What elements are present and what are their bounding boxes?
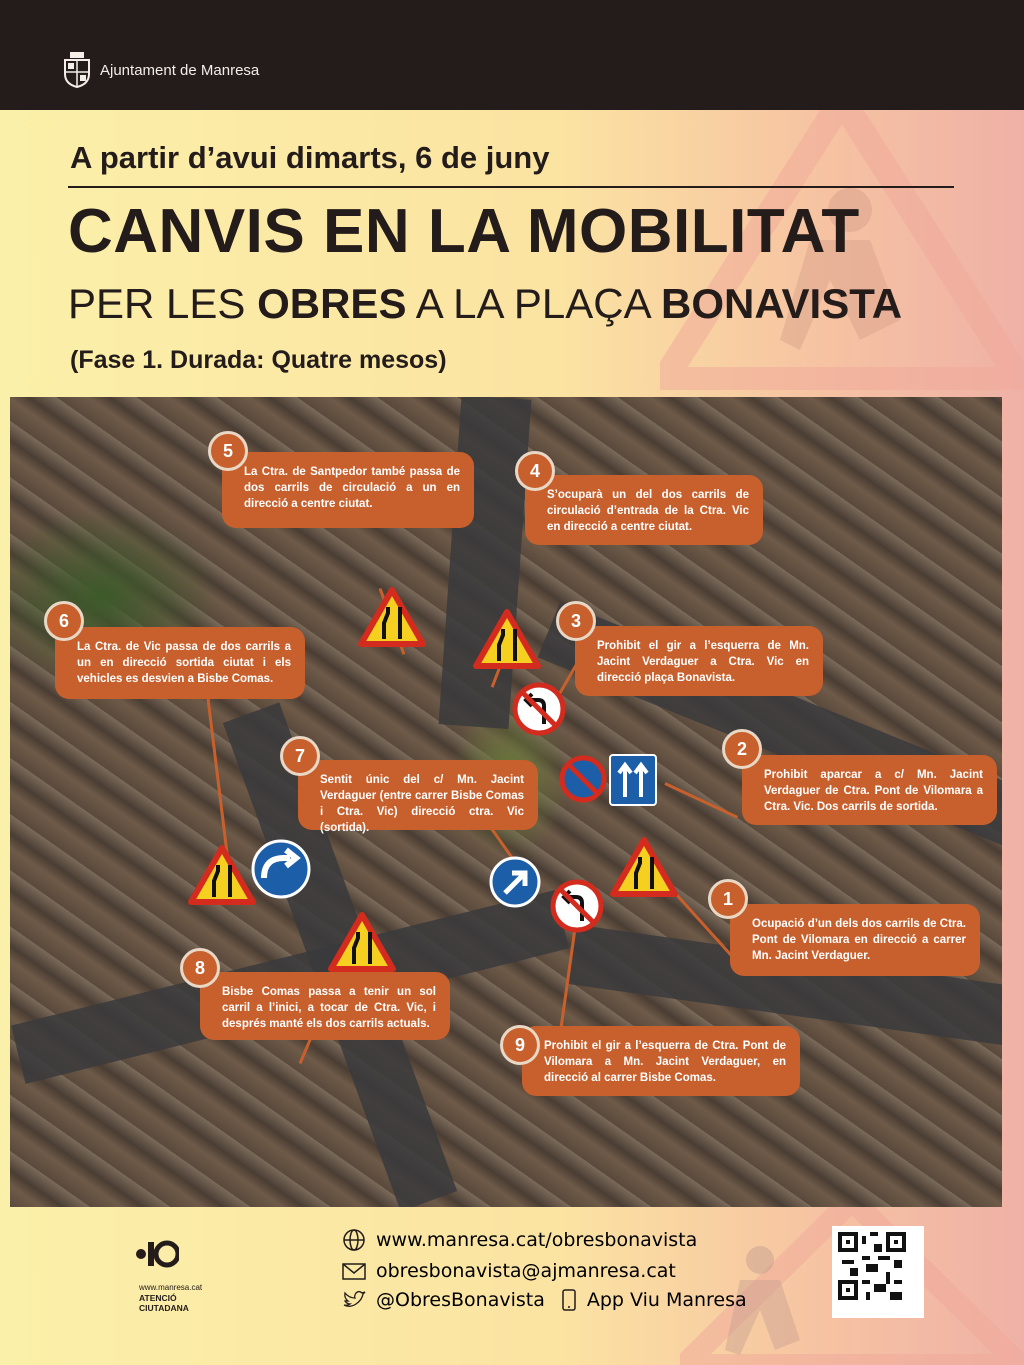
subtitle-bold: OBRES — [257, 280, 407, 327]
callout-1: Ocupació d’un dels dos carrils de Ctra. Pont de Vilomara en direcció a carrer Mn. Jacint Verdaguer. — [730, 904, 980, 976]
callout-2: Prohibit aparcar a c/ Mn. Jacint Verdaguer de Ctra. Pont de Vilomara a Ctra. Vic. Dos carrils de sortida. — [742, 755, 997, 825]
page-subtitle — [68, 280, 902, 328]
web-link[interactable]: www.manresa.cat/obresbonavista — [376, 1229, 698, 1251]
callout-number: 7 — [280, 736, 320, 776]
page-title: CANVIS EN LA MOBILITAT — [68, 197, 860, 266]
010-logo-icon — [135, 1238, 179, 1270]
footer-web[interactable] — [342, 1228, 697, 1252]
callout-3: Prohibit el gir a l’esquerra de Mn. Jacint Verdaguer a Ctra. Vic en direcció plaça Bonavista. — [575, 626, 823, 696]
globe-icon — [342, 1228, 366, 1252]
callout-7: Sentit únic del c/ Mn. Jacint Verdaguer (entre carrer Bisbe Comas i Ctra. Vic) direcció ctra. Vic (sortida). — [298, 760, 538, 830]
envelope-icon — [342, 1261, 366, 1281]
lane-narrowing-sign-icon — [328, 912, 396, 972]
callout-6: La Ctra. de Vic passa de dos carrils a un en direcció sortida ciutat i els vehicles es desvien a Bisbe Comas. — [55, 627, 305, 699]
callout-number: 8 — [180, 948, 220, 988]
ac-line2: CIUTADANA — [139, 1303, 189, 1313]
date-kicker: A partir d’avui dimarts, 6 de juny — [70, 140, 550, 175]
lane-narrowing-sign-icon — [610, 837, 678, 897]
email-link[interactable]: obresbonavista@ajmanresa.cat — [376, 1260, 676, 1282]
ac-line1: ATENCIÓ — [139, 1293, 177, 1303]
footer-email[interactable] — [342, 1260, 676, 1282]
callout-number: 4 — [515, 451, 555, 491]
app-name[interactable]: App Viu Manresa — [586, 1289, 747, 1311]
callout-number: 2 — [722, 729, 762, 769]
aerial-map — [10, 397, 1002, 1207]
lane-narrowing-sign-icon — [358, 587, 426, 647]
divider — [68, 186, 954, 188]
mandatory-direction-sign-icon — [488, 855, 542, 909]
bird-icon — [342, 1290, 366, 1310]
atencio-ciutadana-logo — [135, 1238, 179, 1274]
leader-line — [664, 782, 738, 819]
no-left-turn-sign-icon — [512, 682, 566, 736]
footer-social — [342, 1289, 747, 1311]
top-bar — [0, 0, 1024, 110]
qr-code-icon — [838, 1232, 906, 1300]
org-name: Ajuntament de Manresa — [100, 61, 260, 79]
callout-9: Prohibit el gir a l’esquerra de Ctra. Pont de Vilomara a Mn. Jacint Verdaguer, en direcció al carrer Bisbe Comas. — [522, 1026, 800, 1096]
callout-4: S’ocuparà un del dos carrils de circulació d’entrada de la Ctra. Vic en direcció a centre ciutat. — [525, 475, 763, 545]
phone-icon — [561, 1289, 577, 1311]
no-parking-sign-icon — [559, 755, 607, 803]
lane-narrowing-sign-icon — [188, 845, 256, 905]
ac-url: www.manresa.cat — [139, 1283, 203, 1292]
callout-number: 3 — [556, 601, 596, 641]
mandatory-right-turn-sign-icon — [250, 838, 312, 900]
callout-8: Bisbe Comas passa a tenir un sol carril a l’inici, a tocar de Ctra. Vic, i després manté els dos carrils actuals. — [200, 972, 450, 1040]
twitter-handle[interactable]: @ObresBonavista — [376, 1289, 545, 1311]
callout-number: 1 — [708, 879, 748, 919]
no-left-turn-sign-icon — [550, 879, 604, 933]
coat-of-arms-icon — [62, 52, 92, 88]
callout-number: 5 — [208, 431, 248, 471]
callout-5: La Ctra. de Santpedor també passa de dos carrils de circulació a un en direcció a centre ciutat. — [222, 452, 474, 528]
callout-number: 9 — [500, 1025, 540, 1065]
subtitle-part: A LA PLAÇA — [406, 280, 661, 327]
map-road — [439, 397, 532, 729]
lane-narrowing-sign-icon — [473, 609, 541, 669]
phase-note: (Fase 1. Durada: Quatre mesos) — [70, 346, 447, 374]
subtitle-part: PER LES — [68, 280, 258, 327]
qr-code[interactable] — [832, 1226, 924, 1318]
callout-number: 6 — [44, 601, 84, 641]
atencio-ciutadana-text — [139, 1283, 202, 1313]
city-logo — [62, 52, 259, 88]
two-lanes-one-way-sign-icon — [608, 753, 658, 807]
subtitle-bold: BONAVISTA — [660, 280, 903, 327]
